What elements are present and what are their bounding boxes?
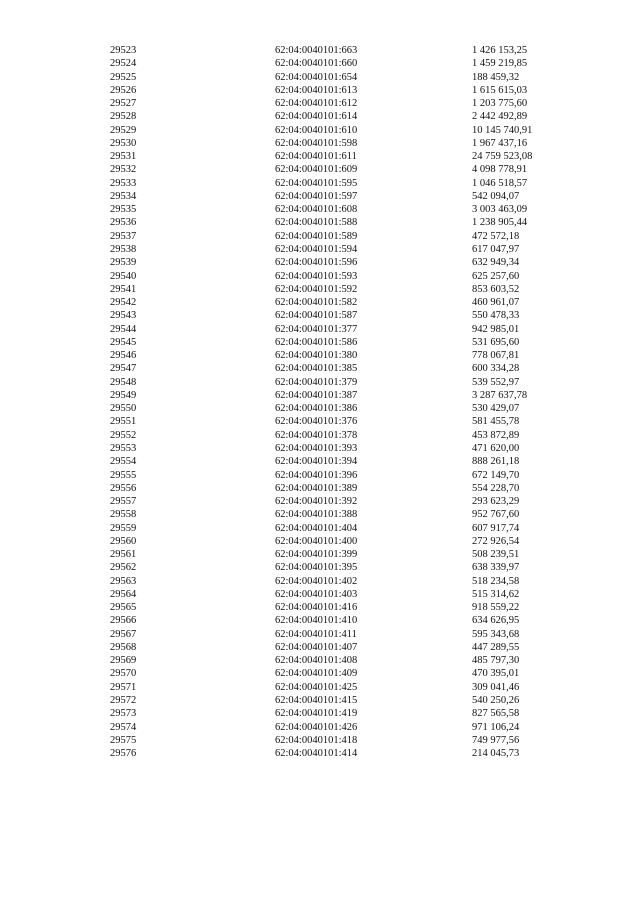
cadastral-number: 62:04:0040101:400	[275, 535, 358, 547]
table-row	[0, 177, 640, 190]
table-row	[0, 575, 640, 588]
cadastral-number: 62:04:0040101:598	[275, 137, 358, 149]
cadastral-value: 471 620,00	[472, 442, 520, 454]
row-number: 29552	[110, 429, 137, 441]
table-row	[0, 415, 640, 428]
table-row	[0, 442, 640, 455]
cadastral-number: 62:04:0040101:589	[275, 230, 358, 242]
table-row	[0, 508, 640, 521]
cadastral-value: 638 339,97	[472, 562, 520, 574]
cadastral-number: 62:04:0040101:407	[275, 641, 358, 653]
row-number: 29571	[110, 681, 137, 693]
cadastral-number: 62:04:0040101:608	[275, 204, 358, 216]
cadastral-number: 62:04:0040101:593	[275, 270, 358, 282]
row-number: 29529	[110, 124, 137, 136]
cadastral-value: 24 759 523,08	[472, 151, 533, 163]
row-number: 29531	[110, 151, 137, 163]
row-number: 29563	[110, 575, 137, 587]
table-row	[0, 482, 640, 495]
table-row	[0, 362, 640, 375]
cadastral-number: 62:04:0040101:415	[275, 695, 358, 707]
row-number: 29527	[110, 98, 137, 110]
cadastral-number: 62:04:0040101:404	[275, 522, 358, 534]
table-row	[0, 707, 640, 720]
cadastral-value: 470 395,01	[472, 668, 520, 680]
cadastral-number: 62:04:0040101:403	[275, 588, 358, 600]
cadastral-number: 62:04:0040101:663	[275, 45, 358, 56]
table-row	[0, 124, 640, 137]
cadastral-number: 62:04:0040101:595	[275, 177, 358, 189]
row-number: 29530	[110, 137, 137, 149]
table-row	[0, 389, 640, 402]
cadastral-number: 62:04:0040101:582	[275, 297, 358, 309]
cadastral-number: 62:04:0040101:396	[275, 469, 358, 481]
cadastral-value: 625 257,60	[472, 270, 520, 282]
cadastral-number: 62:04:0040101:588	[275, 217, 358, 229]
row-number: 29534	[110, 190, 137, 202]
row-number: 29547	[110, 363, 137, 375]
row-number: 29568	[110, 641, 137, 653]
row-number: 29556	[110, 482, 137, 494]
row-number: 29561	[110, 549, 137, 561]
row-number: 29564	[110, 588, 137, 600]
table-row	[0, 256, 640, 269]
table-row	[0, 71, 640, 84]
row-number: 29559	[110, 522, 137, 534]
table-row	[0, 681, 640, 694]
row-number: 29555	[110, 469, 137, 481]
cadastral-number: 62:04:0040101:389	[275, 482, 358, 494]
table-row	[0, 110, 640, 123]
row-number: 29562	[110, 562, 137, 574]
cadastral-number: 62:04:0040101:596	[275, 257, 358, 269]
cadastral-value: 539 552,97	[472, 376, 520, 388]
cadastral-number: 62:04:0040101:393	[275, 442, 358, 454]
cadastral-value: 581 455,78	[472, 416, 520, 428]
table-row	[0, 402, 640, 415]
cadastral-number: 62:04:0040101:418	[275, 734, 358, 746]
cadastral-number: 62:04:0040101:426	[275, 721, 358, 733]
row-number: 29536	[110, 217, 137, 229]
row-number: 29549	[110, 389, 137, 401]
table-row	[0, 84, 640, 97]
row-number: 29540	[110, 270, 137, 282]
cadastral-value: 1 203 775,60	[472, 98, 528, 110]
cadastral-number: 62:04:0040101:377	[275, 323, 358, 335]
cadastral-value: 10 145 740,91	[472, 124, 533, 136]
cadastral-value: 293 623,29	[472, 496, 520, 508]
cadastral-number: 62:04:0040101:411	[275, 628, 357, 640]
cadastral-number: 62:04:0040101:394	[275, 456, 358, 468]
cadastral-value: 214 045,73	[472, 748, 520, 760]
cadastral-value: 447 289,55	[472, 641, 520, 653]
cadastral-value: 485 797,30	[472, 655, 520, 667]
cadastral-value: 554 228,70	[472, 482, 520, 494]
table-row	[0, 601, 640, 614]
cadastral-number: 62:04:0040101:387	[275, 389, 358, 401]
cadastral-value: 888 261,18	[472, 456, 520, 468]
table-row	[0, 309, 640, 322]
table-row	[0, 296, 640, 309]
table-row	[0, 57, 640, 70]
cadastral-number: 62:04:0040101:594	[275, 243, 358, 255]
cadastral-value: 515 314,62	[472, 588, 520, 600]
cadastral-value: 749 977,56	[472, 734, 520, 746]
cadastral-number: 62:04:0040101:376	[275, 416, 358, 428]
table-row	[0, 323, 640, 336]
table-row	[0, 694, 640, 707]
table-row	[0, 495, 640, 508]
cadastral-value: 1 615 615,03	[472, 84, 528, 96]
cadastral-value: 1 426 153,25	[472, 45, 528, 56]
row-number: 29524	[110, 58, 137, 70]
cadastral-value: 632 949,34	[472, 257, 520, 269]
row-number: 29544	[110, 323, 137, 335]
cadastral-value: 827 565,58	[472, 708, 520, 720]
row-number: 29528	[110, 111, 137, 123]
cadastral-number: 62:04:0040101:399	[275, 549, 358, 561]
table-row	[0, 628, 640, 641]
row-number: 29525	[110, 71, 137, 83]
row-number: 29526	[110, 84, 137, 96]
cadastral-value: 472 572,18	[472, 230, 520, 242]
table-row	[0, 469, 640, 482]
cadastral-value: 942 985,01	[472, 323, 520, 335]
table-row	[0, 216, 640, 229]
row-number: 29535	[110, 204, 137, 216]
table-row	[0, 336, 640, 349]
row-number: 29567	[110, 628, 137, 640]
table-row	[0, 137, 640, 150]
row-number: 29539	[110, 257, 137, 269]
row-number: 29533	[110, 177, 137, 189]
table-row	[0, 429, 640, 442]
table-row	[0, 588, 640, 601]
row-number: 29523	[110, 45, 137, 56]
cadastral-value: 617 047,97	[472, 243, 520, 255]
cadastral-value: 530 429,07	[472, 403, 520, 415]
table-row	[0, 349, 640, 362]
row-number: 29558	[110, 509, 137, 521]
cadastral-number: 62:04:0040101:609	[275, 164, 358, 176]
cadastral-number: 62:04:0040101:592	[275, 283, 358, 295]
cadastral-value: 1 238 905,44	[472, 217, 528, 229]
cadastral-value: 600 334,28	[472, 363, 520, 375]
row-number: 29532	[110, 164, 137, 176]
cadastral-number: 62:04:0040101:379	[275, 376, 358, 388]
row-number: 29554	[110, 456, 137, 468]
table-row	[0, 747, 640, 760]
cadastral-value: 1 967 437,16	[472, 137, 528, 149]
row-number: 29543	[110, 310, 137, 322]
cadastral-number: 62:04:0040101:388	[275, 509, 358, 521]
cadastral-number: 62:04:0040101:612	[275, 98, 358, 110]
cadastral-number: 62:04:0040101:425	[275, 681, 358, 693]
row-number: 29545	[110, 336, 137, 348]
cadastral-value: 550 478,33	[472, 310, 520, 322]
table-row	[0, 734, 640, 747]
table-row	[0, 230, 640, 243]
cadastral-value: 971 106,24	[472, 721, 520, 733]
cadastral-value: 4 098 778,91	[472, 164, 528, 176]
row-number: 29560	[110, 535, 137, 547]
row-number: 29575	[110, 734, 137, 746]
table-row	[0, 190, 640, 203]
row-number: 29551	[110, 416, 137, 428]
cadastral-value: 595 343,68	[472, 628, 520, 640]
cadastral-value: 531 695,60	[472, 336, 520, 348]
cadastral-number: 62:04:0040101:597	[275, 190, 358, 202]
cadastral-number: 62:04:0040101:402	[275, 575, 358, 587]
cadastral-number: 62:04:0040101:586	[275, 336, 358, 348]
cadastral-value: 853 603,52	[472, 283, 520, 295]
table-row	[0, 721, 640, 734]
row-number: 29572	[110, 695, 137, 707]
row-number: 29550	[110, 403, 137, 415]
cadastral-number: 62:04:0040101:610	[275, 124, 358, 136]
cadastral-value: 2 442 492,89	[472, 111, 528, 123]
row-number: 29573	[110, 708, 137, 720]
cadastral-value: 309 041,46	[472, 681, 520, 693]
table-row	[0, 614, 640, 627]
table-row	[0, 97, 640, 110]
cadastral-value: 508 239,51	[472, 549, 520, 561]
cadastral-value: 952 767,60	[472, 509, 520, 521]
row-number: 29566	[110, 615, 137, 627]
row-number: 29574	[110, 721, 137, 733]
table-row	[0, 44, 640, 57]
table-row	[0, 522, 640, 535]
cadastral-number: 62:04:0040101:386	[275, 403, 358, 415]
table-row	[0, 150, 640, 163]
row-number: 29538	[110, 243, 137, 255]
row-number: 29542	[110, 297, 137, 309]
row-number: 29537	[110, 230, 137, 242]
cadastral-number: 62:04:0040101:613	[275, 84, 358, 96]
cadastral-number: 62:04:0040101:408	[275, 655, 358, 667]
cadastral-number: 62:04:0040101:660	[275, 58, 358, 70]
table-row	[0, 283, 640, 296]
table-row	[0, 455, 640, 468]
cadastral-number: 62:04:0040101:392	[275, 496, 358, 508]
cadastral-value: 542 094,07	[472, 190, 520, 202]
cadastral-value: 3 287 637,78	[472, 389, 528, 401]
cadastral-value: 607 917,74	[472, 522, 520, 534]
cadastral-number: 62:04:0040101:410	[275, 615, 358, 627]
cadastral-number: 62:04:0040101:654	[275, 71, 358, 83]
table-row	[0, 548, 640, 561]
table-row	[0, 270, 640, 283]
row-number: 29548	[110, 376, 137, 388]
cadastral-value: 188 459,32	[472, 71, 520, 83]
cadastral-value: 540 250,26	[472, 695, 520, 707]
cadastral-number: 62:04:0040101:614	[275, 111, 358, 123]
row-number: 29570	[110, 668, 137, 680]
row-number: 29546	[110, 350, 137, 362]
table-row	[0, 641, 640, 654]
table-row	[0, 535, 640, 548]
row-number: 29576	[110, 748, 137, 760]
cadastral-number: 62:04:0040101:395	[275, 562, 358, 574]
cadastral-number: 62:04:0040101:416	[275, 602, 358, 614]
cadastral-value: 672 149,70	[472, 469, 520, 481]
cadastral-value: 1 459 219,85	[472, 58, 528, 70]
table-row	[0, 376, 640, 389]
table-row	[0, 654, 640, 667]
data-table	[0, 44, 640, 760]
cadastral-value: 634 626,95	[472, 615, 520, 627]
cadastral-number: 62:04:0040101:414	[275, 748, 358, 760]
table-row	[0, 561, 640, 574]
cadastral-number: 62:04:0040101:419	[275, 708, 358, 720]
cadastral-value: 778 067,81	[472, 350, 520, 362]
cadastral-value: 518 234,58	[472, 575, 520, 587]
table-row	[0, 667, 640, 680]
cadastral-value: 272 926,54	[472, 535, 520, 547]
cadastral-number: 62:04:0040101:611	[275, 151, 357, 163]
cadastral-value: 3 003 463,09	[472, 204, 528, 216]
cadastral-value: 453 872,89	[472, 429, 520, 441]
cadastral-value: 918 559,22	[472, 602, 520, 614]
cadastral-value: 1 046 518,57	[472, 177, 528, 189]
row-number: 29557	[110, 496, 137, 508]
row-number: 29553	[110, 442, 137, 454]
row-number: 29541	[110, 283, 137, 295]
table-row	[0, 163, 640, 176]
cadastral-number: 62:04:0040101:409	[275, 668, 358, 680]
table-row	[0, 243, 640, 256]
cadastral-number: 62:04:0040101:380	[275, 350, 358, 362]
cadastral-number: 62:04:0040101:587	[275, 310, 358, 322]
table-row	[0, 203, 640, 216]
row-number: 29569	[110, 655, 137, 667]
cadastral-value: 460 961,07	[472, 297, 520, 309]
row-number: 29565	[110, 602, 137, 614]
cadastral-number: 62:04:0040101:385	[275, 363, 358, 375]
cadastral-number: 62:04:0040101:378	[275, 429, 358, 441]
